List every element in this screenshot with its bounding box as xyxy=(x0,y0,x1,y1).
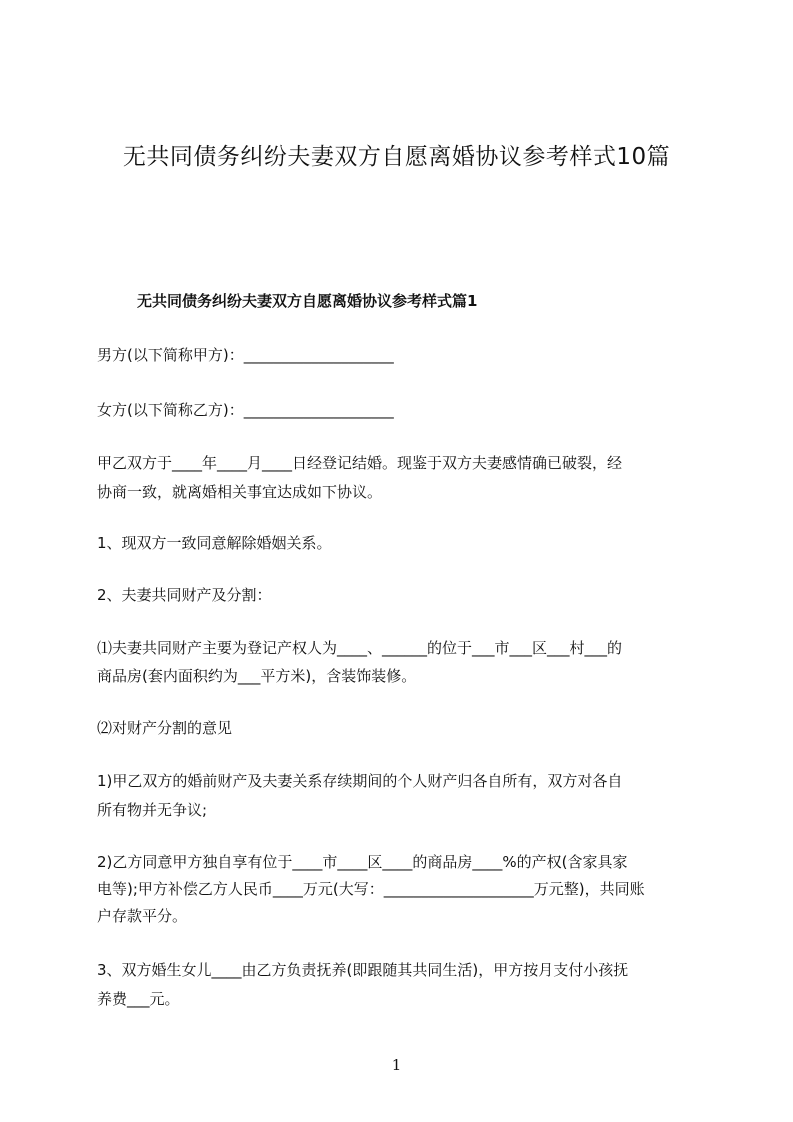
paragraph-line: 协商一致，就离婚相关事宜达成如下协议。 xyxy=(97,483,383,501)
page-number: 1 xyxy=(391,1056,402,1074)
paragraph-line: ⑵对财产分割的意见 xyxy=(97,719,233,737)
paragraph-line: 电等);甲方补偿乙方人民币____万元(大写：____________________万元整)，共同账 xyxy=(97,880,645,898)
paragraph-line: 户存款平分。 xyxy=(97,907,188,925)
paragraph-line: 3、双方婚生女儿____由乙方负责抚养(即跟随其共同生活)，甲方按月支付小孩抚 xyxy=(97,961,629,979)
party-a-line: 男方(以下简称甲方)：____________________ xyxy=(97,346,394,364)
paragraph-line: 养费___元。 xyxy=(97,990,180,1008)
paragraph-line: 商品房(套内面积约为___平方米)，含装饰装修。 xyxy=(97,667,417,685)
paragraph-line: 1)甲乙双方的婚前财产及夫妻关系存续期间的个人财产归各自所有，双方对各自 xyxy=(97,772,623,790)
paragraph-line: 2)乙方同意甲方独自享有位于____市____区____的商品房____%的产权(含家具家 xyxy=(97,853,628,871)
paragraph-line: 2、夫妻共同财产及分割： xyxy=(97,586,272,604)
paragraph-line: ⑴夫妻共同财产主要为登记产权人为____、______的位于___市___区___村___的 xyxy=(97,639,623,657)
section-heading: 无共同债务纠纷夫妻双方自愿离婚协议参考样式篇1 xyxy=(137,292,478,310)
paragraph-line: 甲乙双方于____年____月____日经登记结婚。现鉴于双方夫妻感情确已破裂，经 xyxy=(97,454,623,472)
paragraph-line: 1、现双方一致同意解除婚姻关系。 xyxy=(97,534,332,552)
paragraph-line: 所有物并无争议; xyxy=(97,801,208,819)
party-b-line: 女方(以下简称乙方)：____________________ xyxy=(97,401,394,419)
document-title: 无共同债务纠纷夫妻双方自愿离婚协议参考样式10篇 xyxy=(122,144,671,170)
